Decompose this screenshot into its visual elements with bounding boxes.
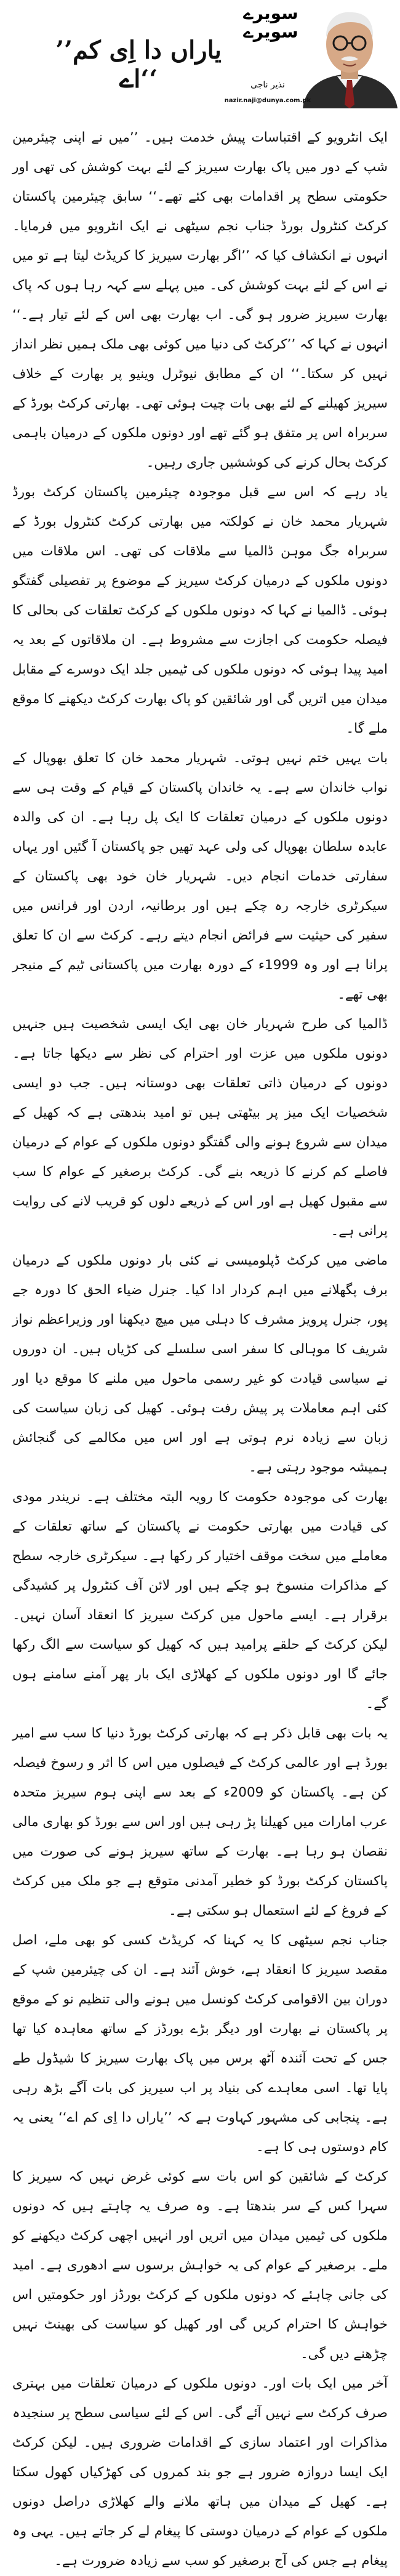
- column-header: [0, 0, 400, 117]
- article-paragraph: یاد رہے کہ اس سے قبل موجودہ چیئرمین پاکستان کرکٹ بورڈ شہریار محمد خان نے کولکتہ میں بھارتی کرکٹ کنٹرول بورڈ کے سربراہ جگ موہن ڈالمیا سے ملاقات کی تھی۔ اس ملاقات میں دونوں ملکوں کے درمیان کرکٹ سیریز کے موضوع پر تفصیلی گفتگو ہوئی۔ ڈالمیا نے کہا کہ دونوں ملکوں کے کرکٹ تعلقات کی بحالی کا فیصلہ حکومت کی اجازت سے مشروط ہے۔ ان ملاقاتوں کے بعد یہ امید پیدا ہوئی کہ دونوں ملکوں کی ٹیمیں جلد ایک دوسرے کے مقابل میدان میں اتریں گی اور شائقین کو پاک بھارت کرکٹ دیکھنے کا موقع ملے گا۔: [12, 485, 388, 736]
- column-headline: ’’یاراں دا اِی کم اے‘‘: [55, 36, 222, 94]
- article-paragraph: بات یہیں ختم نہیں ہوتی۔ شہریار محمد خان کا تعلق بھوپال کے نواب خاندان سے ہے۔ یہ خاندان پاکستان کے قیام کے وقت ہی سے دونوں ملکوں کے درمیان تعلقات کا ایک پل رہا ہے۔ ان کی والدہ عابدہ سلطان بھوپال کی ولی عہد تھیں جو پاکستان آ گئیں اور یہاں سفارتی خدمات انجام دیں۔ شہریار خان خود بھی پاکستان کے سیکرٹری خارجہ رہ چکے ہیں اور برطانیہ، اردن اور فرانس میں سفیر کی حیثیت سے فرائض انجام دیتے رہے۔ کرکٹ سے ان کا تعلق پرانا ہے اور وہ 1999ء کے دورہ بھارت میں پاکستانی ٹیم کے منیجر بھی تھے۔: [12, 751, 388, 1002]
- author-portrait: [299, 0, 400, 108]
- author-email: nazir.naji@dunya.com.pk: [224, 97, 311, 104]
- article-paragraph: یہ بات بھی قابل ذکر ہے کہ بھارتی کرکٹ بورڈ دنیا کا سب سے امیر بورڈ ہے اور عالمی کرکٹ کے فیصلوں میں اس کا اثر و رسوخ فیصلہ کن ہے۔ پاکستان کو 2009ء کے بعد سے اپنی ہوم سیریز متحدہ عرب امارات میں کھیلنا پڑ رہی ہیں اور اس سے بورڈ کو بھاری مالی نقصان ہو رہا ہے۔ بھارت کے ساتھ سیریز ہونے کی صورت میں پاکستان کرکٹ بورڈ کو خطیر آمدنی متوقع ہے جو ملک میں کرکٹ کے فروغ کے لئے استعمال ہو سکتی ہے۔: [12, 1726, 388, 1918]
- article-paragraph: آخر میں ایک بات اور۔ دونوں ملکوں کے درمیان تعلقات میں بہتری صرف کرکٹ سے نہیں آئے گی۔ اس کے لئے سیاسی سطح پر سنجیدہ مذاکرات اور اعتماد سازی کے اقدامات ضروری ہیں۔ لیکن کرکٹ ایک ایسا دروازہ ضرور ہے جو بند کمروں کی کھڑکیاں کھول سکتا ہے۔ کھیل کے میدان میں ہاتھ ملانے والے کھلاڑی دراصل دونوں ملکوں کے عوام کے درمیان دوستی کا پیغام لے کر جاتے ہیں۔ یہی وہ پیغام ہے جس کی آج برصغیر کو سب سے زیادہ ضرورت ہے۔: [12, 2376, 388, 2569]
- brand-line-1: سویرے: [243, 3, 298, 23]
- article-body: [12, 123, 388, 2569]
- article-paragraph: جناب نجم سیٹھی کا یہ کہنا کہ کریڈٹ کسی کو بھی ملے، اصل مقصد سیریز کا انعقاد ہے، خوش آئند ہے۔ ان کی چیئرمین شپ کے دوران بین الاقوامی کرکٹ کونسل میں ہونے والی تنظیم نو کے موقع پر پاکستان نے بھارت اور دیگر بڑے بورڈز کے ساتھ معاہدہ کیا تھا جس کے تحت آئندہ آٹھ برس میں پاک بھارت سیریز کا شیڈول طے پایا تھا۔ اسی معاہدے کی بنیاد پر اب سیریز کی بات آگے بڑھ رہی ہے۔ پنجابی کی مشہور کہاوت ہے کہ ’’یاراں دا اِی کم اے‘‘ یعنی یہ کام دوستوں ہی کا ہے۔: [12, 1933, 388, 2155]
- article-paragraph: ماضی میں کرکٹ ڈپلومیسی نے کئی بار دونوں ملکوں کے درمیان برف پگھلانے میں اہم کردار ادا کیا۔ جنرل ضیاء الحق کا دورہ جے پور، جنرل پرویز مشرف کا دہلی میں میچ دیکھنا اور وزیراعظم نواز شریف کا موہالی کا سفر اسی سلسلے کی کڑیاں ہیں۔ ان دوروں نے سیاسی قیادت کو غیر رسمی ماحول میں ملنے کا موقع دیا اور کئی اہم معاملات پر پیش رفت ہوئی۔ کھیل کی زبان سیاست کی زبان سے زیادہ نرم ہوتی ہے اور اس میں مکالمے کی گنجائش ہمیشہ موجود رہتی ہے۔: [12, 1253, 388, 1475]
- column-brand: [234, 5, 308, 41]
- author-photo-image: [299, 0, 400, 108]
- article-paragraph: بھارت کی موجودہ حکومت کا رویہ البتہ مختلف ہے۔ نریندر مودی کی قیادت میں بھارتی حکومت نے پاکستان کے ساتھ تعلقات کے معاملے میں سخت موقف اختیار کر رکھا ہے۔ سیکرٹری خارجہ سطح کے مذاکرات منسوخ ہو چکے ہیں اور لائن آف کنٹرول پر کشیدگی برقرار ہے۔ ایسے ماحول میں کرکٹ سیریز کا انعقاد آسان نہیں۔ لیکن کرکٹ کے حلقے پرامید ہیں کہ کھیل کو سیاست سے الگ رکھا جائے گا اور دونوں ملکوں کے کھلاڑی ایک بار پھر آمنے سامنے ہوں گے۔: [12, 1489, 388, 1712]
- brand-line-2: سویرے: [243, 22, 298, 42]
- author-name: نذیر ناجی: [250, 80, 285, 90]
- article-paragraph: ایک انٹرویو کے اقتباسات پیش خدمت ہیں۔ ’’میں نے اپنی چیئرمین شپ کے دور میں پاک بھارت سیریز کے لئے بہت کوشش کی تھی اور حکومتی سطح پر اقدامات بھی کئے تھے۔‘‘ سابق چیئرمین پاکستان کرکٹ کنٹرول بورڈ جناب نجم سیٹھی نے ایک انٹرویو میں فرمایا۔ انہوں نے انکشاف کیا کہ ’’اگر بھارت سیریز کا کریڈٹ لیتا ہے تو میں نے اس کے لئے بہت کوشش کی۔ میں پہلے سے کہہ رہا ہوں کہ پاک بھارت سیریز ضرور ہو گی۔ اب بھارت بھی اس کے لئے تیار ہے۔‘‘ انہوں نے کہا کہ ’’کرکٹ کی دنیا میں کوئی بھی ملک ہمیں نظر انداز نہیں کر سکتا۔‘‘ ان کے مطابق نیوٹرل وینیو پر بھارت کے خلاف سیریز کھیلنے کے لئے بھی بات چیت ہوئی تھی۔ بھارتی کرکٹ بورڈ کے سربراہ اس پر متفق ہو گئے تھے اور دونوں ملکوں کے درمیان باہمی کرکٹ بحال کرنے کی کوششیں جاری رہیں۔: [12, 130, 388, 470]
- article-paragraph: ڈالمیا کی طرح شہریار خان بھی ایک ایسی شخصیت ہیں جنہیں دونوں ملکوں میں عزت اور احترام کی نظر سے دیکھا جاتا ہے۔ دونوں کے درمیان ذاتی تعلقات بھی دوستانہ ہیں۔ جب دو ایسی شخصیات ایک میز پر بیٹھتی ہیں تو امید بندھتی ہے کہ کھیل کے میدان سے شروع ہونے والی گفتگو دونوں ملکوں کے عوام کے درمیان فاصلے کم کرنے کا ذریعہ بنے گی۔ کرکٹ برصغیر کے عوام کا سب سے مقبول کھیل ہے اور اس کے ذریعے دلوں کو قریب لانے کی روایت پرانی ہے۔: [12, 1016, 388, 1239]
- article-paragraph: کرکٹ کے شائقین کو اس بات سے کوئی غرض نہیں کہ سیریز کا سہرا کس کے سر بندھتا ہے۔ وہ صرف یہ چاہتے ہیں کہ دونوں ملکوں کی ٹیمیں میدان میں اتریں اور انہیں اچھی کرکٹ دیکھنے کو ملے۔ برصغیر کے عوام کی یہ خواہش برسوں سے ادھوری ہے۔ امید کی جانی چاہئے کہ دونوں ملکوں کے کرکٹ بورڈز اور حکومتیں اس خواہش کا احترام کریں گی اور کھیل کو سیاست کی بھینٹ نہیں چڑھنے دیں گی۔: [12, 2169, 388, 2362]
